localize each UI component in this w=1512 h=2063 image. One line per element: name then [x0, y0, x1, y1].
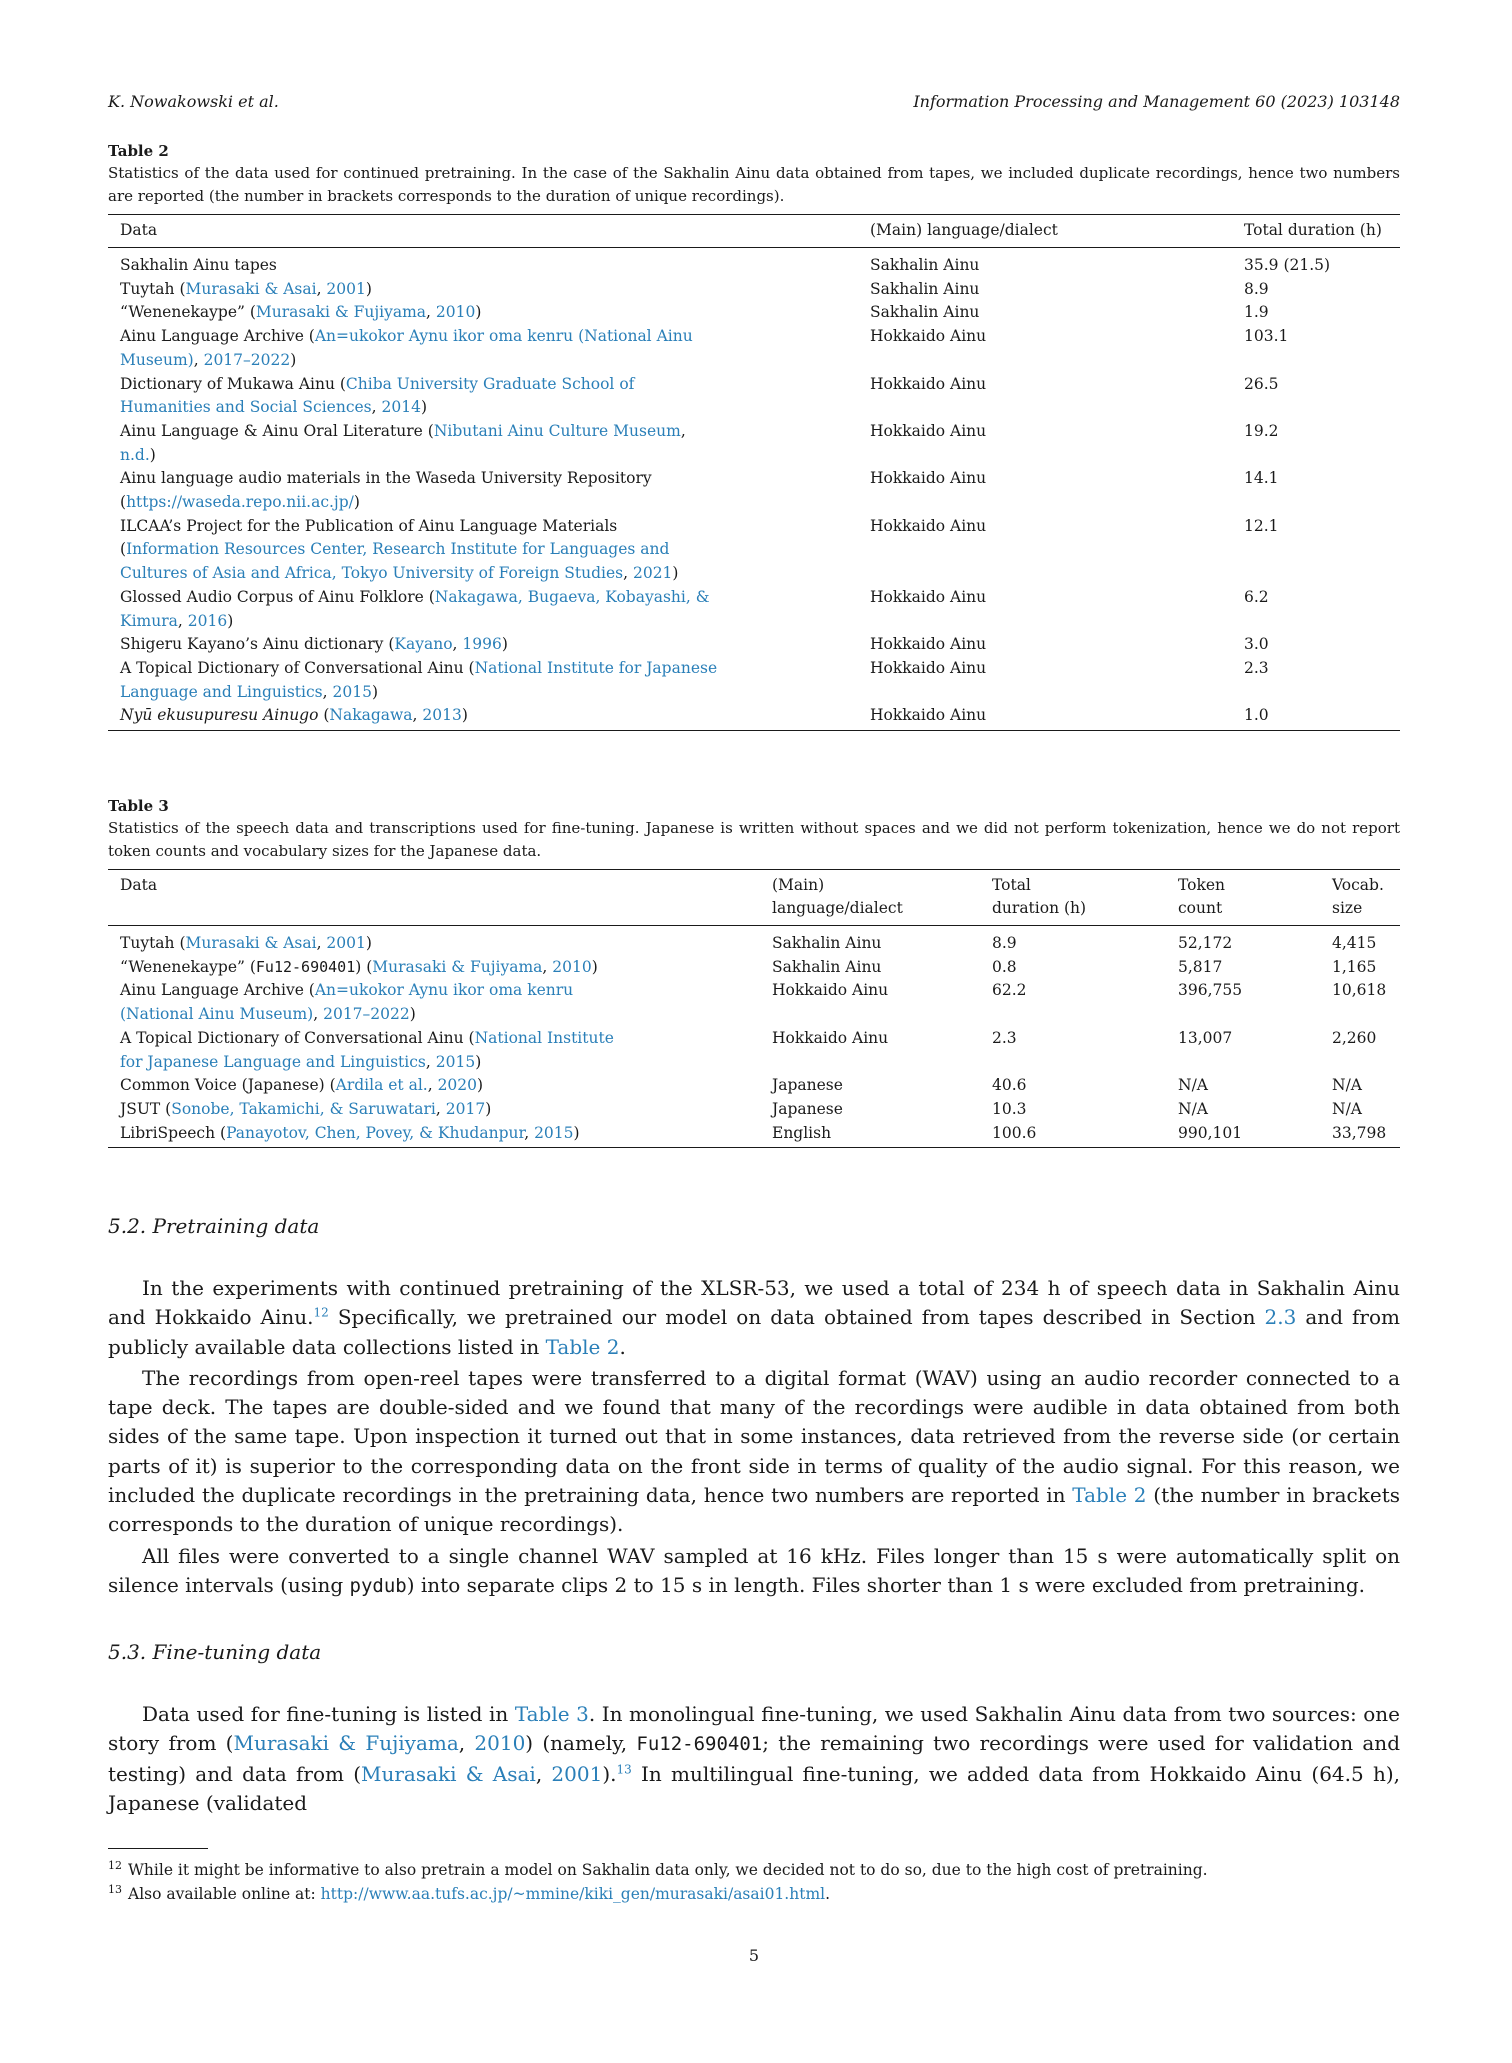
- section-5-2-heading: 5.2. Pretraining data: [108, 1214, 320, 1238]
- citation-year-link[interactable]: 2001: [326, 934, 366, 952]
- separator: ,: [524, 1123, 535, 1142]
- citation-link[interactable]: Ardila et al.: [335, 1076, 428, 1095]
- table-2-cell-language: Hokkaido Ainu: [870, 421, 987, 440]
- citation-year-link[interactable]: 2001: [551, 1761, 603, 1786]
- page-number: 5: [748, 1946, 760, 1965]
- table-2-cell-data: [108, 704, 858, 730]
- table-2: [108, 214, 1400, 731]
- table-3-cell-voc: N/A: [1332, 1099, 1362, 1118]
- row-label: Tuytah (: [120, 279, 186, 298]
- table-3-header-row: [108, 870, 1400, 926]
- separator: ,: [427, 1076, 438, 1095]
- table-3-cell-dur: 0.8: [992, 957, 1017, 976]
- table-2-label: Table 2: [108, 142, 169, 160]
- citation-year-link[interactable]: 2015: [534, 1123, 574, 1142]
- row-label: Ainu language audio materials in the Waseda University Repository (: [120, 469, 652, 512]
- citation-link[interactable]: Murasaki & Asai: [361, 1761, 536, 1786]
- separator: ,: [322, 682, 333, 701]
- table-3-header-cell: [980, 870, 1166, 926]
- table-2-cell-data: [108, 301, 858, 325]
- table-3-header-cell: [1320, 870, 1400, 926]
- citation-year-link[interactable]: 2020: [437, 1076, 478, 1095]
- citation-link[interactable]: Murasaki & Asai: [185, 279, 317, 298]
- row-label: ) (: [355, 957, 373, 976]
- row-label: Glossed Audio Corpus of Ainu Folklore (: [120, 587, 435, 606]
- table-2-header-row: [108, 215, 1400, 248]
- table-row: [108, 979, 1400, 1026]
- citation-year-link[interactable]: 2017–2022: [323, 1005, 410, 1024]
- text: .: [619, 1334, 626, 1359]
- table-2-cell-duration: 2.3: [1244, 658, 1269, 677]
- header-line: (Main): [772, 876, 825, 894]
- row-label: Common Voice (Japanese) (: [120, 1076, 336, 1095]
- separator: ,: [435, 1099, 446, 1118]
- table-3: [108, 869, 1400, 1148]
- table-3-cell-tok: N/A: [1178, 1099, 1208, 1118]
- citation-year-link[interactable]: 2021: [632, 564, 673, 583]
- table-2-header-duration: Total duration (h): [1244, 221, 1382, 239]
- row-label: ILCAA’s Project for the Publication of Ainu Language Materials (: [120, 516, 618, 559]
- table-2-link[interactable]: Table 2: [545, 1334, 620, 1359]
- table-3-cell-voc: 2,260: [1332, 1028, 1377, 1047]
- text: ) (namely,: [525, 1731, 637, 1756]
- row-label: Shigeru Kayano’s Ainu dictionary (: [120, 635, 395, 654]
- table-3-cell-lang: Hokkaido Ainu: [772, 981, 889, 1000]
- row-label: ): [591, 957, 598, 976]
- table-3-cell-tok: 990,101: [1178, 1123, 1243, 1142]
- table-2-header-data: Data: [120, 221, 158, 239]
- table-2-cell-language: Hokkaido Ainu: [870, 516, 987, 535]
- separator: ,: [425, 1052, 436, 1071]
- table-2-cell-duration: 14.1: [1244, 469, 1279, 488]
- citation-link[interactable]: Murasaki & Fujiyama: [372, 957, 543, 976]
- row-label: ): [365, 934, 372, 952]
- footnote-ref-12[interactable]: 12: [313, 1305, 329, 1320]
- table-3-cell-lang: Sakhalin Ainu: [772, 934, 882, 952]
- table-row: [108, 420, 1400, 467]
- table-2-cell-duration: 8.9: [1244, 279, 1269, 298]
- separator: ,: [452, 635, 463, 654]
- row-label: ): [365, 279, 372, 298]
- row-label: ): [290, 350, 297, 369]
- table-row: [108, 301, 1400, 325]
- citation-link[interactable]: https://waseda.repo.nii.ac.jp/: [126, 493, 354, 512]
- table-3-cell-dur: 2.3: [992, 1028, 1017, 1047]
- table-row: [108, 926, 1400, 956]
- table-3-cell-data: [108, 1098, 760, 1122]
- table-3-cell-tok: 13,007: [1178, 1028, 1233, 1047]
- citation-link[interactable]: Information Resources Center, Research Institute for Languages and Cultures of Asia and Africa, Tokyo University of Foreign Studies: [120, 540, 670, 583]
- table-3-body: [108, 926, 1400, 1148]
- citation-link[interactable]: Kayano: [394, 635, 453, 654]
- separator: ,: [542, 957, 553, 976]
- footnote-number: 13: [108, 1882, 122, 1896]
- row-label: ): [149, 445, 156, 464]
- text: . In monolingual fine-tuning, we used Sakhalin Ainu data from two sources: one story from (: [108, 1702, 1401, 1756]
- section-5-3-paragraph-1: [108, 1700, 1400, 1818]
- table-2-cell-language: Hokkaido Ainu: [870, 327, 987, 346]
- table-3-cell-dur: 8.9: [992, 934, 1017, 952]
- table-3-header-cell: [1166, 870, 1320, 926]
- row-label: (: [318, 706, 330, 725]
- table-2-cell-language: Hokkaido Ainu: [870, 374, 987, 393]
- table-2-cell-language: Sakhalin Ainu: [870, 279, 980, 298]
- text: All files were converted to a single channel WAV sampled at 16 kHz. Files longer than 15 s were automatically split on silence intervals (using: [108, 1543, 1400, 1597]
- citation-year-link[interactable]: 2015: [435, 1052, 476, 1071]
- table-2-cell-data: [108, 373, 858, 420]
- row-label: Ainu Language Archive (: [120, 981, 315, 1000]
- row-label: ): [409, 1005, 416, 1024]
- row-label: JSUT (: [120, 1099, 172, 1118]
- table-2-block: [108, 142, 1400, 731]
- citation-year-link[interactable]: 1996: [462, 635, 502, 654]
- citation-link[interactable]: Murasaki & Asai: [185, 934, 317, 952]
- table-row: [108, 325, 1400, 372]
- row-label: LibriSpeech (: [120, 1123, 227, 1142]
- citation-link[interactable]: Nakagawa, Bugaeva, Kobayashi, & Kimura: [120, 587, 710, 630]
- table-2-cell-duration: 103.1: [1244, 327, 1289, 346]
- table-3-cell-voc: 4,415: [1332, 934, 1377, 952]
- citation-year-link[interactable]: 2015: [332, 682, 372, 701]
- separator: ,: [371, 398, 382, 417]
- table-3-cell-tok: N/A: [1178, 1076, 1208, 1095]
- footnote-text: While it might be informative to also pretrain a model on Sakhalin data only, we decided not to do so, due to the high cost of pretraining.: [128, 1861, 1208, 1879]
- table-3-cell-dur: 10.3: [992, 1099, 1027, 1118]
- table-3-caption: Statistics of the speech data and transcriptions used for fine-tuning. Japanese is written without spaces and we did not perform tokenization, hence we do not report token counts and vocabulary sizes for the Japanese data.: [108, 819, 1400, 860]
- table-2-cell-data: [108, 325, 858, 372]
- header-line: size: [1332, 899, 1363, 917]
- section-5-2-body: [108, 1274, 1400, 1601]
- citation-link[interactable]: Sonobe, Takamichi, & Saruwatari: [171, 1099, 436, 1118]
- table-row: [108, 1074, 1400, 1098]
- table-2-cell-duration: 1.9: [1244, 303, 1269, 322]
- table-2-cell-data: [108, 657, 858, 704]
- table-3-cell-lang: English: [772, 1123, 832, 1142]
- citation-link[interactable]: Murasaki & Fujiyama: [255, 303, 427, 322]
- text: ,: [458, 1731, 475, 1756]
- table-3-link[interactable]: Table 3: [514, 1702, 589, 1726]
- table-3-cell-tok: 5,817: [1178, 957, 1223, 976]
- section-5-3-body: [108, 1700, 1400, 1818]
- citation-year-link[interactable]: 2010: [552, 957, 592, 976]
- citation-link[interactable]: Murasaki & Fujiyama: [233, 1731, 459, 1756]
- row-label: ): [485, 1099, 492, 1118]
- header-line: count: [1178, 899, 1223, 917]
- citation-year-link[interactable]: 2016: [187, 611, 228, 630]
- table-2-cell-duration: 12.1: [1244, 516, 1279, 535]
- table-2-cell-language: Sakhalin Ainu: [870, 256, 980, 274]
- row-label: A Topical Dictionary of Conversational Ainu (: [120, 658, 475, 677]
- table-3-cell-dur: 40.6: [992, 1076, 1027, 1095]
- separator: ,: [316, 934, 327, 952]
- table-3-cell-data: [108, 1122, 760, 1148]
- separator: ,: [623, 564, 633, 583]
- text: and from publicly available data collections listed in: [108, 1305, 1400, 1359]
- row-label: ): [573, 1123, 580, 1142]
- table-3-cell-tok: 396,755: [1178, 981, 1243, 1000]
- table-row: [108, 1027, 1400, 1074]
- separator: ,: [193, 350, 204, 369]
- table-2-cell-language: Hokkaido Ainu: [870, 587, 987, 606]
- table-row: [108, 657, 1400, 704]
- row-label: ): [672, 564, 679, 583]
- row-label: Nyū ekusupuresu Ainugo: [120, 706, 319, 725]
- table-2-cell-data: [108, 278, 858, 302]
- row-label: ): [501, 635, 508, 654]
- table-3-cell-data: [108, 956, 760, 980]
- table-2-cell-data: [108, 515, 858, 586]
- separator: ,: [412, 706, 423, 725]
- row-label: Ainu Language Archive (: [120, 327, 315, 346]
- table-2-cell-duration: 1.0: [1244, 706, 1269, 725]
- table-row: [108, 633, 1400, 657]
- footnote-13: [108, 1882, 1400, 1906]
- row-label: ): [475, 303, 482, 322]
- row-label: ): [477, 1076, 484, 1095]
- separator: ,: [680, 421, 686, 440]
- separator: ,: [426, 303, 436, 322]
- text: The recordings from open-reel tapes were transferred to a digital format (WAV) using an audio recorder connected to a tape deck. The tapes are double-sided and we found that many of the recordings were audible in data obtained from both sides of the same tape. Upon inspection it turned out that in some instances, data retrieved from the reverse side (or certain parts of it) is superior to the corresponding data on the front side in terms of quality of the audio signal. For this reason, we included the duplicate recordings in the pretraining data, hence two numbers are reported in: [108, 1365, 1400, 1508]
- text: ) into separate clips 2 to 15 s in length. Files shorter than 1 s were excluded from pretraining.: [406, 1572, 1365, 1597]
- citation-link[interactable]: National Institute for Japanese Language and Linguistics: [120, 1028, 614, 1071]
- table-3-cell-voc: N/A: [1332, 1076, 1362, 1095]
- footnote-rule: [108, 1848, 208, 1849]
- table-row: [108, 278, 1400, 302]
- citation-link[interactable]: Chiba University Graduate School of Humanities and Social Sciences: [120, 374, 635, 417]
- row-label: A Topical Dictionary of Conversational Ainu (: [120, 1028, 475, 1047]
- table-row: [108, 1098, 1400, 1122]
- table-2-body: [108, 248, 1400, 731]
- table-2-cell-data: [108, 420, 858, 467]
- table-2-caption: Statistics of the data used for continued pretraining. In the case of the Sakhalin Ainu data obtained from tapes, we included duplicate recordings, hence two numbers are reported (the number in brackets corresponds to the duration of unique recordings).: [108, 164, 1400, 205]
- row-label: ): [461, 706, 468, 725]
- table-2-cell-duration: 6.2: [1244, 587, 1269, 606]
- table-3-cell-voc: 1,165: [1332, 957, 1377, 976]
- table-2-cell-data: [108, 467, 858, 514]
- citation-year-link[interactable]: 2001: [326, 279, 366, 298]
- citation-year-link[interactable]: 2013: [422, 706, 462, 725]
- table-3-cell-data: [108, 1027, 760, 1074]
- footnote-text: Also available online at:: [128, 1885, 321, 1903]
- table-3-cell-dur: 100.6: [992, 1123, 1037, 1142]
- footnote-number: 12: [108, 1858, 122, 1872]
- text: ; the remaining two recordings were used for validation and testing) and data from (: [108, 1731, 1400, 1786]
- table-2-cell-language: Hokkaido Ainu: [870, 469, 987, 488]
- table-3-label: Table 3: [108, 797, 169, 815]
- citation-year-link[interactable]: 2017: [445, 1099, 486, 1118]
- table-row: [108, 515, 1400, 586]
- citation-link[interactable]: Nakagawa: [329, 706, 413, 725]
- table-3-cell-data: [108, 1074, 760, 1098]
- table-3-cell-data: [108, 926, 760, 956]
- table-row: [108, 704, 1400, 730]
- table-3-cell-lang: Sakhalin Ainu: [772, 957, 882, 976]
- citation-year-link[interactable]: 2017–2022: [203, 350, 291, 369]
- table-3-header-cell: [108, 870, 760, 926]
- header-line: Data: [120, 876, 158, 894]
- citation-link[interactable]: Nibutani Ainu Culture Museum: [433, 421, 681, 440]
- row-label: ): [353, 493, 360, 512]
- row-label: Tuytah (: [120, 934, 186, 952]
- table-3-cell-voc: 33,798: [1332, 1123, 1387, 1142]
- row-label: ): [420, 398, 428, 417]
- table-2-cell-duration: 3.0: [1244, 635, 1269, 654]
- row-label: Sakhalin Ainu tapes: [120, 256, 277, 274]
- table-row: [108, 373, 1400, 420]
- header-line: language/dialect: [772, 899, 903, 917]
- footnotes: [108, 1858, 1400, 1906]
- table-3-cell-lang: Hokkaido Ainu: [772, 1028, 889, 1047]
- separator: ,: [316, 279, 327, 298]
- table-row: [108, 467, 1400, 514]
- table-3-cell-voc: 10,618: [1332, 981, 1387, 1000]
- text: In multilingual fine-tuning, we added data from Hokkaido Ainu (64.5 h), Japanese (validated: [108, 1761, 1400, 1815]
- table-2-cell-language: Sakhalin Ainu: [870, 303, 980, 322]
- section-5-2-paragraph-1: [108, 1274, 1400, 1362]
- citation-link[interactable]: An=ukokor Aynu ikor oma kenru (National Ainu Museum): [120, 327, 693, 369]
- header-authors: K. Nowakowski et al.: [108, 92, 279, 111]
- separator: ,: [177, 611, 188, 630]
- code-pydub: pydub: [349, 1574, 407, 1597]
- header-journal: Information Processing and Management 60 (2023) 103148: [913, 92, 1400, 111]
- text: ).: [602, 1761, 617, 1786]
- section-ref-2-3-link[interactable]: 2.3: [1264, 1305, 1297, 1330]
- header-line: Vocab.: [1332, 876, 1384, 894]
- text: In the experiments with continued pretraining of the XLSR-53, we used a total of 234 h of speech data in Sakhalin Ainu and Hokkaido Ainu.: [108, 1276, 1400, 1330]
- footnote-ref-13[interactable]: 13: [616, 1761, 632, 1776]
- table-row: [108, 1122, 1400, 1148]
- table-2-cell-data: [108, 586, 858, 633]
- table-3-cell-data: [108, 979, 760, 1026]
- row-label: “Wenenekaype” (: [120, 303, 256, 322]
- table-3-cell-lang: Japanese: [772, 1076, 843, 1095]
- table-3-cell-lang: Japanese: [772, 1099, 843, 1118]
- table-2-cell-language: Hokkaido Ainu: [870, 635, 987, 654]
- table-row: [108, 248, 1400, 278]
- table-2-header-language: (Main) language/dialect: [870, 221, 1058, 239]
- table-row: [108, 586, 1400, 633]
- code-recording-id: Fu12-690401: [255, 957, 356, 976]
- table-2-cell-duration: 19.2: [1244, 421, 1279, 440]
- table-row: [108, 956, 1400, 980]
- table-3-cell-dur: 62.2: [992, 981, 1027, 1000]
- header-line: Total: [992, 876, 1031, 894]
- citation-year-link[interactable]: 2010: [435, 303, 476, 322]
- section-5-3-heading: 5.3. Fine-tuning data: [108, 1640, 322, 1664]
- footnote-12: [108, 1858, 1400, 1882]
- table-2-cell-data: [108, 633, 858, 657]
- citation-year-link[interactable]: 2010: [474, 1731, 526, 1756]
- citation-link[interactable]: An=ukokor Aynu ikor oma kenru (National Ainu Museum): [120, 981, 574, 1024]
- table-3-cell-tok: 52,172: [1178, 934, 1233, 952]
- text: Specifically, we pretrained our model on data obtained from tapes described in Section: [328, 1305, 1265, 1330]
- table-2-cell-data: [108, 248, 858, 278]
- row-label: ): [475, 1052, 482, 1071]
- section-5-2-paragraph-3: [108, 1542, 1400, 1602]
- row-label: Dictionary of Mukawa Ainu (: [120, 374, 346, 393]
- footnote-url-link[interactable]: http://www.aa.tufs.ac.jp/~mmine/kiki_gen/murasaki/asai01.html: [320, 1885, 826, 1903]
- table-2-cell-duration: 26.5: [1244, 374, 1279, 393]
- citation-year-link[interactable]: n.d.: [120, 445, 150, 464]
- row-label: ): [227, 611, 234, 630]
- text: Data used for fine-tuning is listed in: [142, 1702, 515, 1726]
- footnote-text: .: [825, 1885, 831, 1903]
- table-3-block: [108, 797, 1400, 1148]
- text: ,: [535, 1761, 552, 1786]
- table-3-header-cell: [760, 870, 980, 926]
- citation-link[interactable]: National Institute for Japanese Language and Linguistics: [120, 658, 718, 701]
- table-2-link[interactable]: Table 2: [1072, 1483, 1147, 1508]
- citation-link[interactable]: Panayotov, Chen, Povey, & Khudanpur: [226, 1123, 525, 1142]
- table-2-cell-language: Hokkaido Ainu: [870, 658, 987, 677]
- separator: ,: [313, 1005, 324, 1024]
- table-2-cell-language: Hokkaido Ainu: [870, 706, 987, 725]
- row-label: “Wenenekaype” (: [120, 957, 256, 976]
- section-5-2-paragraph-2: [108, 1364, 1400, 1540]
- code-recording-id: Fu12-690401: [636, 1733, 763, 1756]
- text: (the number in brackets corresponds to the duration of unique recordings).: [108, 1483, 1401, 1537]
- row-label: ): [371, 682, 379, 701]
- table-2-cell-duration: 35.9 (21.5): [1244, 256, 1331, 274]
- header-line: duration (h): [992, 899, 1087, 917]
- row-label: Ainu Language & Ainu Oral Literature (: [120, 421, 434, 440]
- citation-year-link[interactable]: 2014: [381, 398, 421, 417]
- header-line: Token: [1178, 876, 1226, 894]
